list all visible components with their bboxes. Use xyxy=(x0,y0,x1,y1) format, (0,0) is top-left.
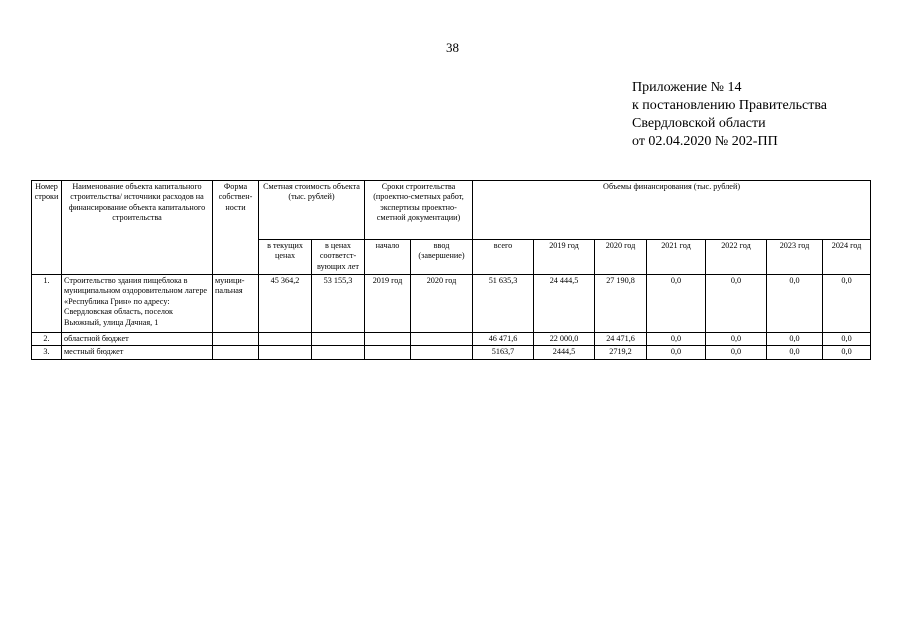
cell-2023: 0,0 xyxy=(767,275,823,333)
table-row xyxy=(32,333,871,346)
header-2021: 2021 год xyxy=(647,240,706,275)
cell-ownership xyxy=(213,346,259,359)
cell-2019: 24 444,5 xyxy=(534,275,595,333)
header-ownership: Форма собствен-ности xyxy=(213,181,259,275)
cell-2024: 0,0 xyxy=(823,333,871,346)
cell-2022: 0,0 xyxy=(706,275,767,333)
header-timeline: Сроки строительства (проектно-сметных работ, экспертизы проектно-сметной документации) xyxy=(365,181,473,240)
cell-total: 46 471,6 xyxy=(473,333,534,346)
appendix-line-3: Свердловской области xyxy=(632,116,766,131)
cell-total: 5163,7 xyxy=(473,346,534,359)
cell-name: областной бюджет xyxy=(62,333,213,346)
cell-ownership: муници-пальная xyxy=(213,275,259,333)
page-number: 38 xyxy=(446,40,459,55)
cell-2023: 0,0 xyxy=(767,346,823,359)
cell-respective-prices xyxy=(312,346,365,359)
header-2020: 2020 год xyxy=(595,240,647,275)
cell-name: Строительство здания пищеблока в муниципальном оздоровительном лагере «Республика Грин» по адресу: Свердловская область, поселок Вьюжный, улица Дачная, 1 xyxy=(62,275,213,333)
cell-2021: 0,0 xyxy=(647,346,706,359)
cell-2020: 2719,2 xyxy=(595,346,647,359)
appendix-line-2: к постановлению Правительства xyxy=(632,98,828,113)
cell-respective-prices: 53 155,3 xyxy=(312,275,365,333)
header-total: всего xyxy=(473,240,534,275)
header-object-name: Наименование объекта капитального строительства/ источники расходов на финансирование объекта капитального строительства xyxy=(62,181,213,275)
cell-2024: 0,0 xyxy=(823,346,871,359)
header-2022: 2022 год xyxy=(706,240,767,275)
cell-num: 1. xyxy=(32,275,62,333)
cell-current-prices xyxy=(259,333,312,346)
header-row-number: Номер строки xyxy=(32,181,62,275)
cell-2023: 0,0 xyxy=(767,333,823,346)
cell-start xyxy=(365,333,411,346)
header-funding: Объемы финансирования (тыс. рублей) xyxy=(473,181,871,240)
header-estimated-cost: Сметная стоимость объекта (тыс. рублей) xyxy=(259,181,365,240)
cell-completion xyxy=(411,346,473,359)
cell-2024: 0,0 xyxy=(823,275,871,333)
header-start: начало xyxy=(365,240,411,275)
cell-2019: 22 000,0 xyxy=(534,333,595,346)
header-2023: 2023 год xyxy=(767,240,823,275)
table-row xyxy=(32,275,871,333)
cell-name: местный бюджет xyxy=(62,346,213,359)
appendix-block xyxy=(632,79,827,151)
header-row-1 xyxy=(32,181,871,240)
header-2024: 2024 год xyxy=(823,240,871,275)
appendix-line-1: Приложение № 14 xyxy=(632,80,742,95)
cell-2019: 2444,5 xyxy=(534,346,595,359)
header-completion: ввод (завершение) xyxy=(411,240,473,275)
cell-2020: 24 471,6 xyxy=(595,333,647,346)
header-respective-prices: в ценах соответст-вующих лет xyxy=(312,240,365,275)
cell-2021: 0,0 xyxy=(647,333,706,346)
cell-num: 2. xyxy=(32,333,62,346)
cell-completion: 2020 год xyxy=(411,275,473,333)
cell-2022: 0,0 xyxy=(706,346,767,359)
cell-2020: 27 190,8 xyxy=(595,275,647,333)
cell-start xyxy=(365,346,411,359)
cell-2021: 0,0 xyxy=(647,275,706,333)
cell-num: 3. xyxy=(32,346,62,359)
cell-completion xyxy=(411,333,473,346)
cell-total: 51 635,3 xyxy=(473,275,534,333)
cell-current-prices xyxy=(259,346,312,359)
header-current-prices: в текущих ценах xyxy=(259,240,312,275)
cell-2022: 0,0 xyxy=(706,333,767,346)
cell-current-prices: 45 364,2 xyxy=(259,275,312,333)
header-2019: 2019 год xyxy=(534,240,595,275)
cell-start: 2019 год xyxy=(365,275,411,333)
cell-ownership xyxy=(213,333,259,346)
table-row xyxy=(32,346,871,359)
cell-respective-prices xyxy=(312,333,365,346)
financing-table xyxy=(31,180,871,360)
appendix-line-4: от 02.04.2020 № 202-ПП xyxy=(632,134,778,149)
